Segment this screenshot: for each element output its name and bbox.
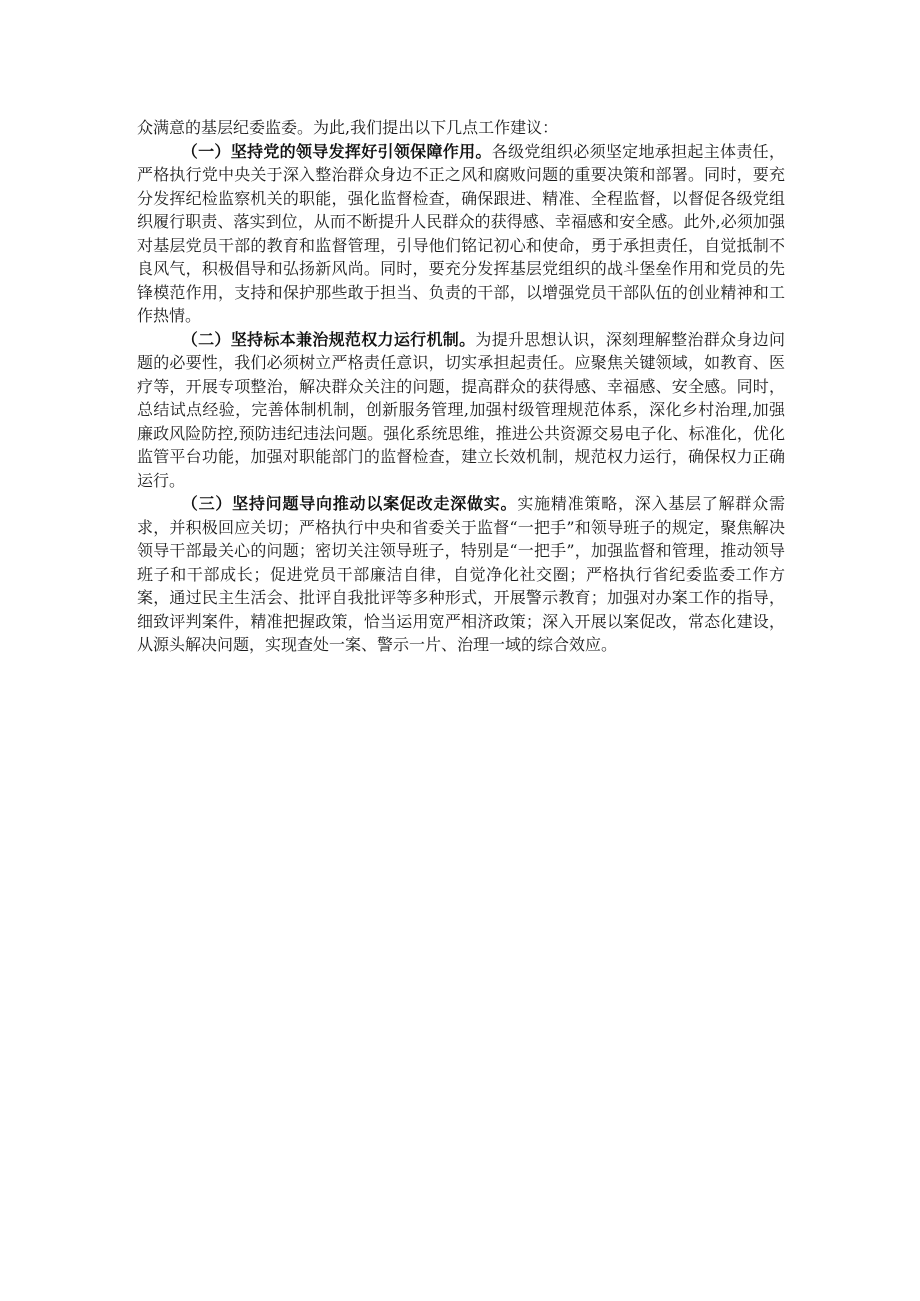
intro-paragraph: 众满意的基层纪委监委。为此,我们提出以下几点工作建议： <box>137 118 559 137</box>
section-1-body: 各级党组织必须坚定地承担起主体责任，严格执行党中央关于深入整治群众身边不正之风和腐败问题的重要决策和部署。同时，要充分发挥纪检监察机关的职能，强化监督检查，确保跟进、精准、全程监督，以督促各级党组织履行职责、落实到位，从而不断提升人民群众的获得感、幸福感和安全感。此外,必须加强对基层党员干部的教育和监督管理，引导他们铭记初心和使命，勇于承担责任，自觉抵制不良风气，积极倡导和弘扬新风尚。同时，要充分发挥基层党组织的战斗堡垒作用和党员的先锋模范作用，支持和保护那些敢于担当、负责的干部，以增强党员干部队伍的创业精神和工作热情。 <box>137 141 785 325</box>
section-3-heading: （三）坚持问题导向推动以案促改走深做实。 <box>181 494 518 513</box>
section-1-paragraph <box>137 140 785 328</box>
section-2-heading: （二）坚持标本兼治规范权力运行机制。 <box>181 329 476 349</box>
section-2-body: 为提升思想认识，深刻理解整治群众身边问题的必要性，我们必须树立严格责任意识，切实承担起责任。应聚焦关键领域，如教育、医疗等，开展专项整治，解决群众关注的问题，提高群众的获得感、幸福感、安全感。同时，总结试点经验，完善体制机制，创新服务管理,加强村级管理规范体系，深化乡村治理,加强廉政风险防控,预防违纪违法问题。强化系统思维，推进公共资源交易电子化、标准化，优化监管平台功能，加强对职能部门的监督检查，建立长效机制，规范权力运行，确保权力正确运行。 <box>137 329 785 490</box>
section-3-body: 实施精准策略，深入基层了解群众需求，并积极回应关切；严格执行中央和省委关于监督“一把手”和领导班子的规定，聚焦解决领导干部最关心的问题；密切关注领导班子，特别是“一把手”，加强监督和管理，推动领导班子和干部成长；促进党员干部廉洁自律，自觉净化社交圈；严格执行省纪委监委工作方案，通过民主生活会、批评自我批评等多种形式，开展警示教育；加强对办案工作的指导，细致评判案件，精准把握政策，恰当运用宽严相济政策；深入开展以案促改，常态化建设，从源头解决问题，实现查处一案、警示一片、治理一域的综合效应。 <box>137 494 785 654</box>
section-3-paragraph <box>137 492 785 657</box>
section-1-heading: （一）坚持党的领导发挥好引领保障作用。 <box>181 141 492 161</box>
section-2-paragraph <box>137 328 785 493</box>
document-body <box>137 116 785 657</box>
